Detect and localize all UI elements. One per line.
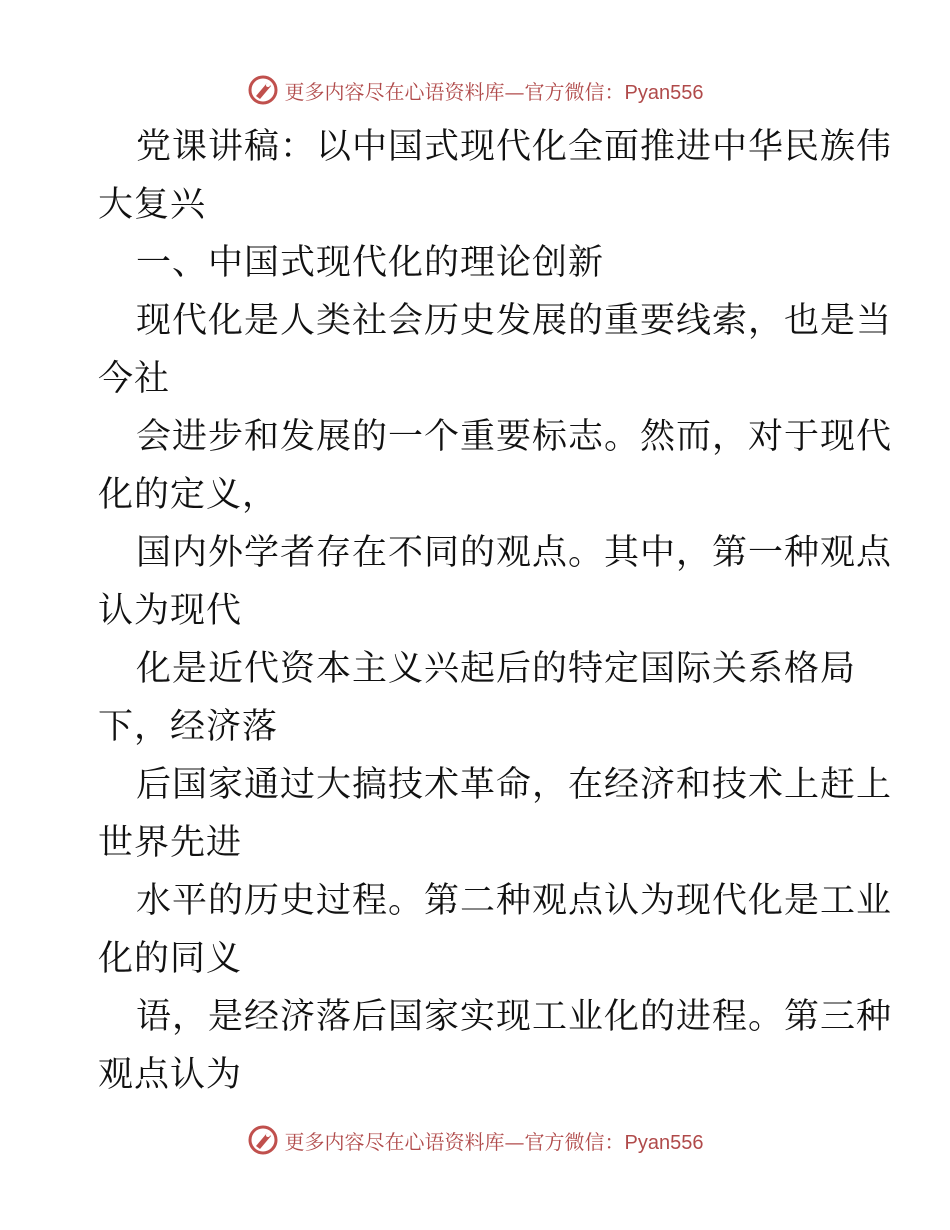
document-line: 今社 — [98, 359, 171, 399]
banner-text — [285, 1126, 704, 1155]
document-line: 国内外学者存在不同的观点。其中，第一种观点 — [136, 533, 893, 573]
document-line: 观点认为 — [98, 1055, 243, 1095]
banner-contact-text: 官方微信：Pyan556 — [524, 1131, 704, 1154]
document-line: 后国家通过大搞技术革命，在经济和技术上赶上 — [136, 765, 893, 805]
document-line: 水平的历史过程。第二种观点认为现代化是工业 — [136, 881, 893, 921]
banner-text — [285, 76, 704, 105]
pen-nib-logo-icon — [247, 74, 279, 106]
document-line: 党课讲稿：以中国式现代化全面推进中华民族伟 — [136, 127, 893, 167]
banner-dash: — — [504, 1129, 525, 1154]
document-line: 会进步和发展的一个重要标志。然而，对于现代 — [136, 417, 893, 457]
banner-main-text: 更多内容尽在心语资料库 — [284, 79, 505, 104]
document-line: 下，经济落 — [98, 707, 279, 747]
document-line: 认为现代 — [98, 591, 243, 631]
banner-contact-text: 官方微信：Pyan556 — [524, 81, 704, 104]
document-line: 大复兴 — [98, 185, 207, 225]
section-heading: 一、中国式现代化的理论创新 — [136, 243, 605, 283]
document-body — [98, 118, 893, 1104]
pen-nib-logo-icon — [247, 1124, 279, 1156]
banner-main-text: 更多内容尽在心语资料库 — [284, 1129, 505, 1154]
document-line: 语，是经济落后国家实现工业化的进程。第三种 — [136, 997, 893, 1037]
document-line: 现代化是人类社会历史发展的重要线索，也是当 — [136, 301, 893, 341]
document-line: 化的同义 — [98, 939, 243, 979]
document-line: 化的定义， — [98, 475, 279, 515]
document-line: 世界先进 — [98, 823, 243, 863]
document-line: 化是近代资本主义兴起后的特定国际关系格局 — [136, 649, 857, 689]
footer-banner — [0, 1120, 950, 1160]
header-banner — [0, 70, 950, 110]
banner-dash: — — [504, 79, 525, 104]
